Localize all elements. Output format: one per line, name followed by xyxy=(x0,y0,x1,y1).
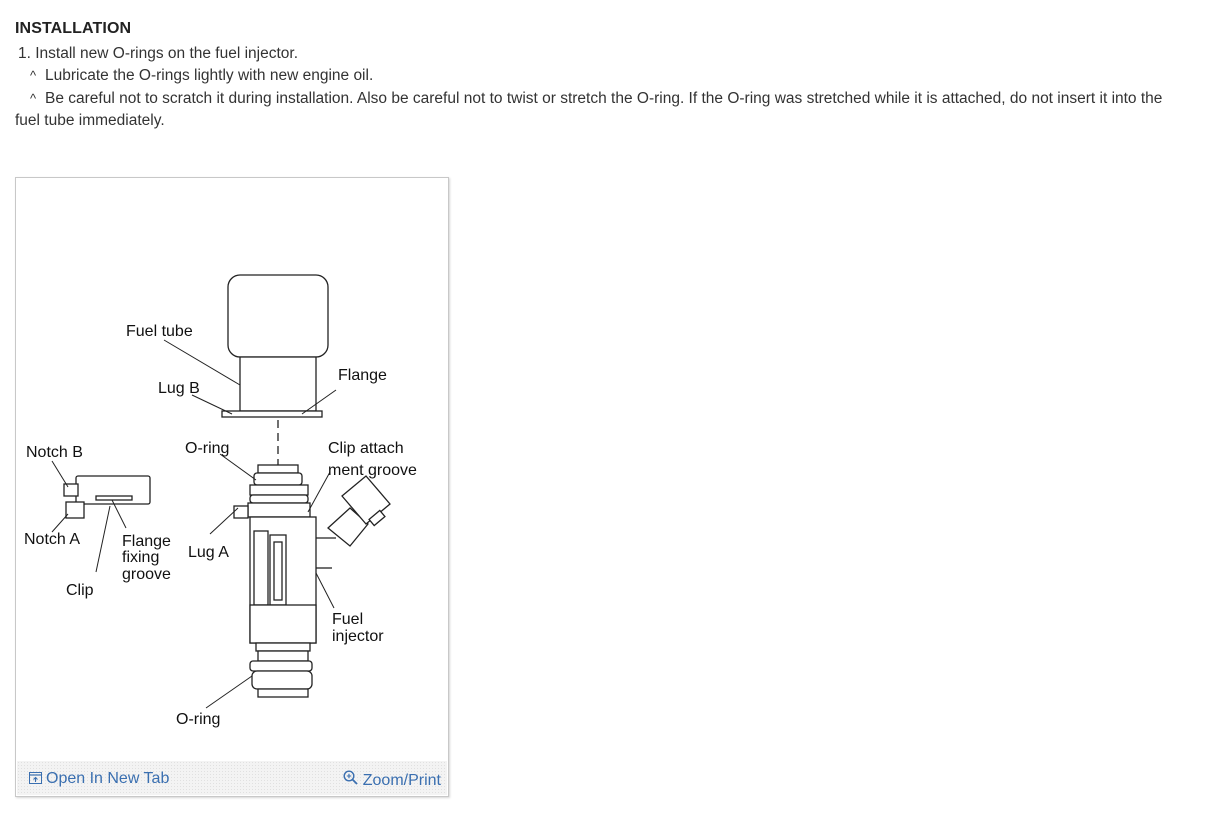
step-1: 1. Install new O-rings on the fuel injector. xyxy=(18,45,299,62)
label-fuel-tube: Fuel tube xyxy=(126,323,193,340)
zoom-icon xyxy=(343,770,359,791)
injector-diagram xyxy=(16,178,448,762)
label-o-ring-bottom: O-ring xyxy=(176,711,221,728)
label-fuel-injector-line2: injector xyxy=(332,628,384,645)
label-lug-a: Lug A xyxy=(188,544,229,561)
note-2 xyxy=(30,88,1162,110)
page-heading: INSTALLATION xyxy=(15,20,132,37)
label-notch-b: Notch B xyxy=(26,444,83,461)
new-tab-icon xyxy=(29,771,42,789)
note-1 xyxy=(30,65,373,87)
zoom-print-link[interactable] xyxy=(343,770,441,791)
note-1-text: Lubricate the O-rings lightly with new engine oil. xyxy=(45,67,374,84)
note-2-continued: fuel tube immediately. xyxy=(15,112,165,129)
open-in-new-tab-link[interactable] xyxy=(29,770,169,789)
label-flange: Flange xyxy=(338,367,387,384)
label-o-ring-top: O-ring xyxy=(185,440,230,457)
note-2-text: Be careful not to scratch it during installation. Also be careful not to twist or stretch the O-ring. If the O-ring was stretched while it is attached, do not insert it into the xyxy=(45,90,1163,107)
figure-box xyxy=(15,177,449,797)
open-in-new-tab-label: Open In New Tab xyxy=(46,770,170,787)
label-clip-attach-line2: ment groove xyxy=(328,462,417,479)
injector-top-cap xyxy=(258,465,298,473)
label-lug-b: Lug B xyxy=(158,380,200,397)
clip-drawing xyxy=(64,476,150,518)
injector-connector xyxy=(328,476,390,546)
label-flange-fixing-line1: Flange xyxy=(122,533,171,550)
label-fuel-injector-line1: Fuel xyxy=(332,611,364,628)
label-notch-a: Notch A xyxy=(24,531,81,548)
label-clip-attach-line1: Clip attach xyxy=(328,440,404,457)
fuel-tube-neck xyxy=(240,357,316,411)
flange-plate xyxy=(222,411,322,417)
label-flange-fixing-line3: groove xyxy=(122,566,171,583)
label-flange-fixing-line2: fixing xyxy=(122,549,160,566)
note-marker: ^ xyxy=(30,91,37,106)
zoom-print-label: Zoom/Print xyxy=(362,772,441,789)
fuel-tube-body xyxy=(228,275,328,357)
figure-footer xyxy=(17,761,447,795)
label-clip: Clip xyxy=(66,582,94,599)
note-marker: ^ xyxy=(30,68,37,83)
